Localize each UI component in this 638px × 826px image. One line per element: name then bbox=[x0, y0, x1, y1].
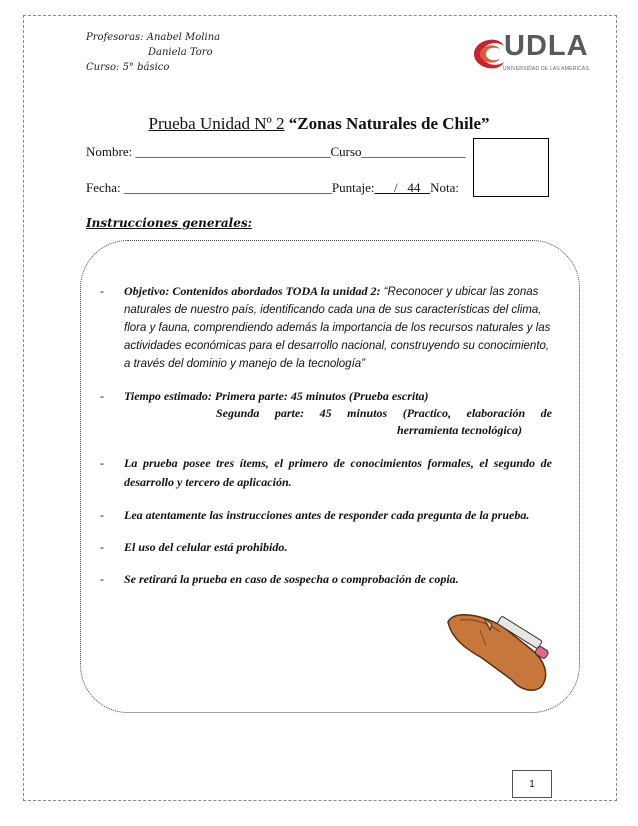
lea-text: Lea atentamente las instrucciones antes de responder cada pregunta de la prueba. bbox=[124, 508, 530, 522]
instruction-copia bbox=[100, 571, 552, 588]
puntaje-value[interactable]: / 44 bbox=[374, 180, 431, 195]
curso-blank[interactable]: ________________ bbox=[361, 144, 466, 159]
bullet-dash: - bbox=[100, 508, 104, 522]
tiempo-line-2: Segunda parte: 45 minutos (Practico, elaboración de bbox=[216, 406, 552, 420]
title-prefix: Prueba Unidad Nº 2 bbox=[148, 114, 285, 133]
tiempo-line-1: Tiempo estimado: Primera parte: 45 minutos (Prueba escrita) bbox=[124, 389, 429, 403]
bullet-dash: - bbox=[100, 284, 104, 298]
celular-text: El uso del celular está prohibido. bbox=[124, 540, 288, 554]
nombre-curso-line bbox=[86, 144, 466, 160]
nombre-label: Nombre: bbox=[86, 144, 133, 159]
logo-subtitle: UNIVERSIDAD DE LAS AMÉRICAS bbox=[503, 66, 589, 72]
teacher-line-2: Daniela Toro bbox=[148, 47, 213, 58]
nota-label: Nota: bbox=[430, 180, 460, 195]
teacher-line-1: Profesoras: Anabel Molina bbox=[86, 32, 221, 43]
document-title bbox=[0, 114, 638, 134]
section-heading: Instrucciones generales: bbox=[86, 216, 253, 230]
grade-box[interactable] bbox=[473, 138, 549, 197]
instruction-celular bbox=[100, 539, 552, 556]
bullet-dash: - bbox=[100, 572, 104, 586]
bullet-dash: - bbox=[100, 456, 104, 470]
curso-label: Curso bbox=[330, 144, 362, 159]
fecha-label: Fecha: bbox=[86, 180, 121, 195]
instructions-list bbox=[100, 283, 552, 603]
fecha-puntaje-line bbox=[86, 180, 459, 196]
course-line: Curso: 5° básico bbox=[86, 62, 170, 73]
objetivo-label: Objetivo: Contenidos abordados TODA la unidad 2: bbox=[124, 284, 381, 298]
nombre-blank[interactable]: ______________________________ bbox=[132, 144, 331, 159]
instruction-tiempo bbox=[100, 388, 552, 439]
tiempo-line-3: herramienta tecnológica) bbox=[397, 423, 522, 437]
bullet-dash: - bbox=[100, 540, 104, 554]
instruction-items bbox=[100, 454, 552, 492]
logo-text: UDLA bbox=[504, 30, 589, 62]
hand-writing-pencil-icon bbox=[440, 600, 560, 695]
bullet-dash: - bbox=[100, 389, 104, 403]
objetivo-text: “Reconocer y ubicar las zonas naturales de nuestro país, identificando cada una de sus características del clima, flora y fauna, comprendiendo además la importancia de los recursos naturales y las actividades económicas para el desarrollo nacional, construyendo su conocimiento, a través del dominio y manejo de la tecnología” bbox=[124, 286, 551, 370]
title-main: “Zonas Naturales de Chile” bbox=[288, 114, 490, 133]
page-number: 1 bbox=[512, 770, 552, 798]
fecha-blank[interactable]: ________________________________ bbox=[120, 180, 332, 195]
items-text: La prueba posee tres ítems, el primero de conocimientos formales, el segundo de desarrollo y tercero de aplicación. bbox=[124, 456, 552, 489]
instruction-objetivo bbox=[100, 283, 552, 373]
instruction-lea bbox=[100, 507, 552, 524]
copia-text: Se retirará la prueba en caso de sospecha o comprobación de copia. bbox=[124, 572, 459, 586]
teachers-header bbox=[86, 30, 220, 75]
puntaje-label: Puntaje: bbox=[331, 180, 375, 195]
